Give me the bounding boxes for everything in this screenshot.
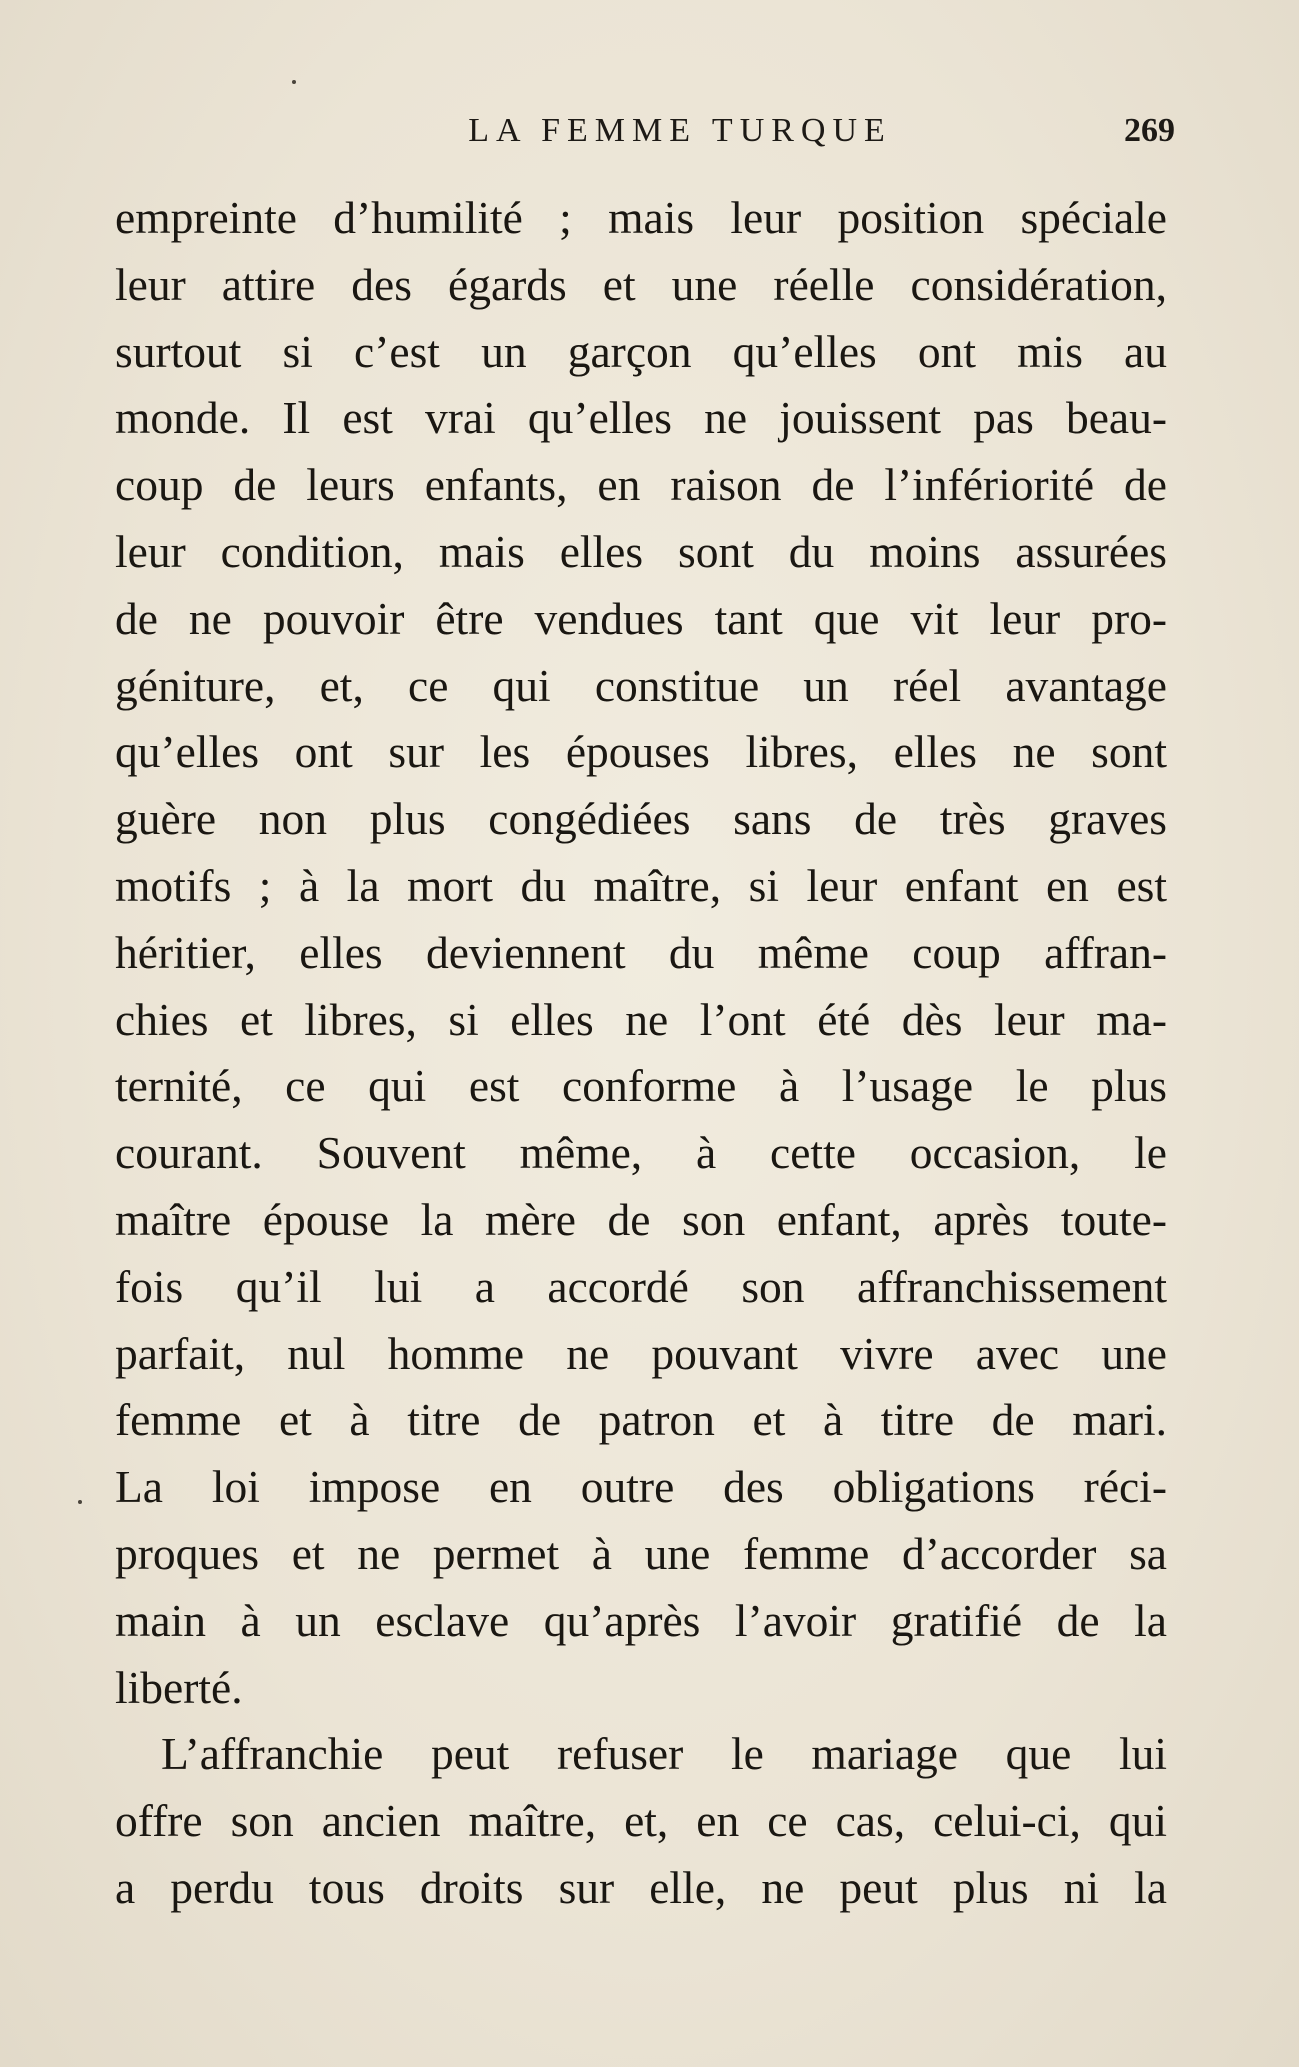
text-line: proques et ne permet à une femme d’accorder sa xyxy=(115,1527,1167,1579)
text-line: parfait, nul homme ne pouvant vivre avec une xyxy=(115,1327,1167,1379)
text-line: monde. Il est vrai qu’elles ne jouissent pas beau- xyxy=(115,392,1167,444)
text-line: main à un esclave qu’après l’avoir gratifié de la xyxy=(115,1594,1167,1646)
text-line: qu’elles ont sur les épouses libres, elles ne sont xyxy=(115,726,1167,778)
text-line: maître épouse la mère de son enfant, après toute- xyxy=(115,1193,1167,1245)
text-line: surtout si c’est un garçon qu’elles ont mis au xyxy=(115,325,1167,377)
text-line: offre son ancien maître, et, en ce cas, celui-ci, qui xyxy=(115,1795,1167,1847)
text-line: fois qu’il lui a accordé son affranchissement xyxy=(115,1260,1167,1312)
ink-speck xyxy=(292,80,296,84)
paragraph xyxy=(115,1721,1167,1921)
text-line: liberté. xyxy=(115,1661,243,1713)
page-header xyxy=(115,112,1175,162)
text-line: héritier, elles deviennent du même coup affran- xyxy=(115,926,1167,978)
body-text xyxy=(115,185,1167,1922)
text-line: femme et à titre de patron et à titre de mari. xyxy=(115,1394,1167,1446)
text-line: empreinte d’humilité ; mais leur position spéciale xyxy=(115,192,1167,243)
text-line: La loi impose en outre des obligations réci- xyxy=(115,1461,1167,1513)
text-line: courant. Souvent même, à cette occasion, le xyxy=(115,1127,1167,1179)
text-line: leur attire des égards et une réelle considération, xyxy=(115,258,1167,310)
text-line: ternité, ce qui est conforme à l’usage le plus xyxy=(115,1060,1167,1112)
text-line: de ne pouvoir être vendues tant que vit leur pro- xyxy=(115,592,1167,644)
text-line: a perdu tous droits sur elle, ne peut plus ni la xyxy=(115,1861,1167,1913)
paragraph xyxy=(115,185,1167,1721)
text-line: guère non plus congédiées sans de très graves xyxy=(115,793,1167,845)
text-line: géniture, et, ce qui constitue un réel avantage xyxy=(115,659,1167,711)
page-number: 269 xyxy=(1124,112,1175,149)
text-line: chies et libres, si elles ne l’ont été dès leur ma- xyxy=(115,993,1167,1045)
text-line: motifs ; à la mort du maître, si leur enfant en est xyxy=(115,859,1167,911)
text-line: L’affranchie peut refuser le mariage que lui xyxy=(161,1728,1167,1780)
ink-speck xyxy=(78,1500,82,1504)
text-line: coup de leurs enfants, en raison de l’infériorité de xyxy=(115,459,1167,511)
text-line: leur condition, mais elles sont du moins assurées xyxy=(115,525,1167,577)
running-title: LA FEMME TURQUE xyxy=(468,112,892,149)
